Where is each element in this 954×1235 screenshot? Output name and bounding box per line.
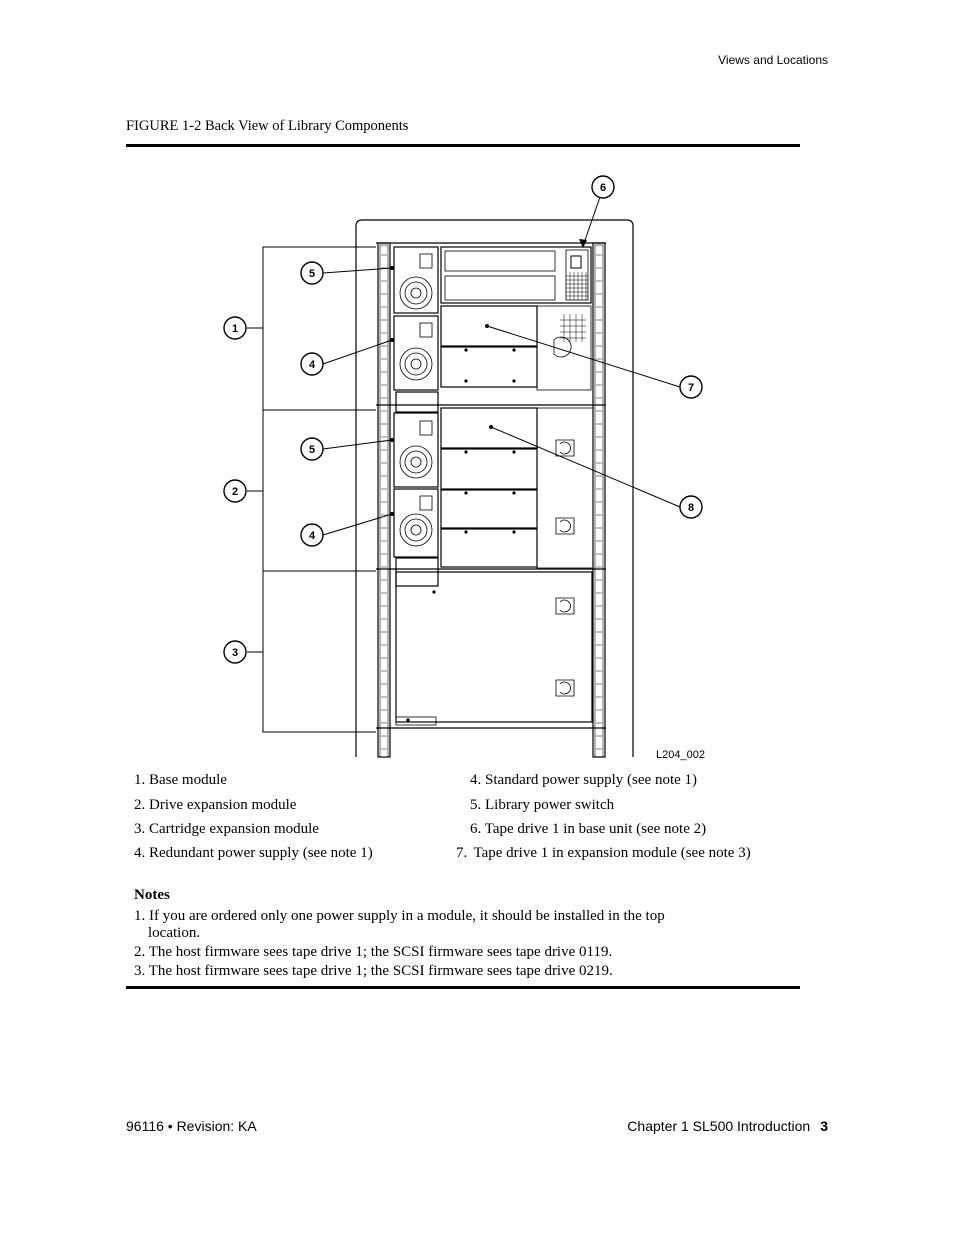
legend-item	[134, 845, 373, 862]
note-text: The host firmware sees tape drive 1; the SCSI firmware sees tape drive 0119.	[148, 944, 613, 960]
callout-leaders	[323, 197, 680, 535]
callout-label: 7	[687, 382, 695, 394]
legend-num: 4.	[470, 772, 482, 788]
note-continuation: location.	[148, 925, 201, 941]
note-text: The host firmware sees tape drive 1; the SCSI firmware sees tape drive 0219.	[148, 963, 613, 979]
library-cabinet-drawing	[356, 220, 633, 757]
notes-title: Notes	[134, 887, 170, 903]
callout-label: 4	[308, 359, 316, 371]
legend-num: 2.	[134, 797, 146, 813]
module-brackets	[247, 247, 376, 732]
legend-text: Tape drive 1 in base unit (see note 2)	[484, 821, 707, 837]
callout-label: 5	[308, 444, 316, 456]
callout-label: 1	[231, 323, 239, 335]
running-head: Views and Locations	[718, 53, 828, 67]
callout-label: 2	[231, 486, 239, 498]
library-back-view-figure	[126, 160, 800, 764]
drawing-id: L204_002	[656, 749, 705, 761]
legend-text: Cartridge expansion module	[149, 821, 319, 837]
legend-text: Redundant power supply (see note 1)	[149, 845, 373, 861]
callout-6	[592, 176, 614, 198]
callout-label: 4	[308, 530, 316, 542]
legend-num: 1.	[134, 772, 146, 788]
callout-5-bottom	[301, 438, 323, 460]
note-item	[134, 963, 774, 980]
footer-chapter	[627, 1118, 828, 1134]
callout-2	[224, 480, 246, 502]
note-item	[134, 908, 774, 942]
legend-text: Drive expansion module	[149, 797, 297, 813]
callout-4-bottom	[301, 524, 323, 546]
note-num: 1.	[134, 908, 146, 924]
callout-label: 8	[687, 502, 695, 514]
legend-text: Library power switch	[485, 797, 615, 813]
note-item	[134, 944, 774, 961]
callout-label: 6	[599, 182, 607, 194]
callout-3	[224, 641, 246, 663]
legend-item	[134, 797, 296, 814]
legend-item	[470, 797, 614, 814]
note-text: If you are ordered only one power supply in a module, it should be installed in the top	[149, 908, 665, 924]
legend-item: 7. Tape drive 1 in expansion module (see note 3)	[456, 845, 751, 861]
footer-doc-revision: 96116 • Revision: KA	[126, 1118, 257, 1134]
callout-label: 5	[308, 268, 316, 280]
callout-8	[680, 496, 702, 518]
callout-4-top	[301, 353, 323, 375]
callout-1	[224, 317, 246, 339]
page-number: 3	[820, 1118, 828, 1134]
legend-item	[470, 772, 697, 789]
legend-num: 5.	[470, 797, 482, 813]
callout-label: 3	[231, 647, 239, 659]
figure-caption: FIGURE 1-2 Back View of Library Components	[126, 118, 409, 134]
legend-item	[134, 821, 319, 838]
legend-item	[470, 821, 706, 838]
legend-text: Tape drive 1 in expansion module (see note 3)	[473, 845, 751, 861]
bottom-rule	[126, 986, 800, 989]
legend-text: Standard power supply (see note 1)	[485, 772, 698, 788]
footer-chapter-title: Chapter 1 SL500 Introduction	[627, 1118, 811, 1134]
top-rule	[126, 144, 800, 147]
callout-5-top	[301, 262, 323, 284]
note-num: 3.	[134, 963, 146, 979]
legend-item	[134, 772, 227, 789]
legend-num: 4.	[134, 845, 146, 861]
legend-num: 6.	[470, 821, 482, 837]
note-num: 2.	[134, 944, 146, 960]
legend-num: 3.	[134, 821, 146, 837]
callout-7	[680, 376, 702, 398]
legend-text: Base module	[149, 772, 227, 788]
